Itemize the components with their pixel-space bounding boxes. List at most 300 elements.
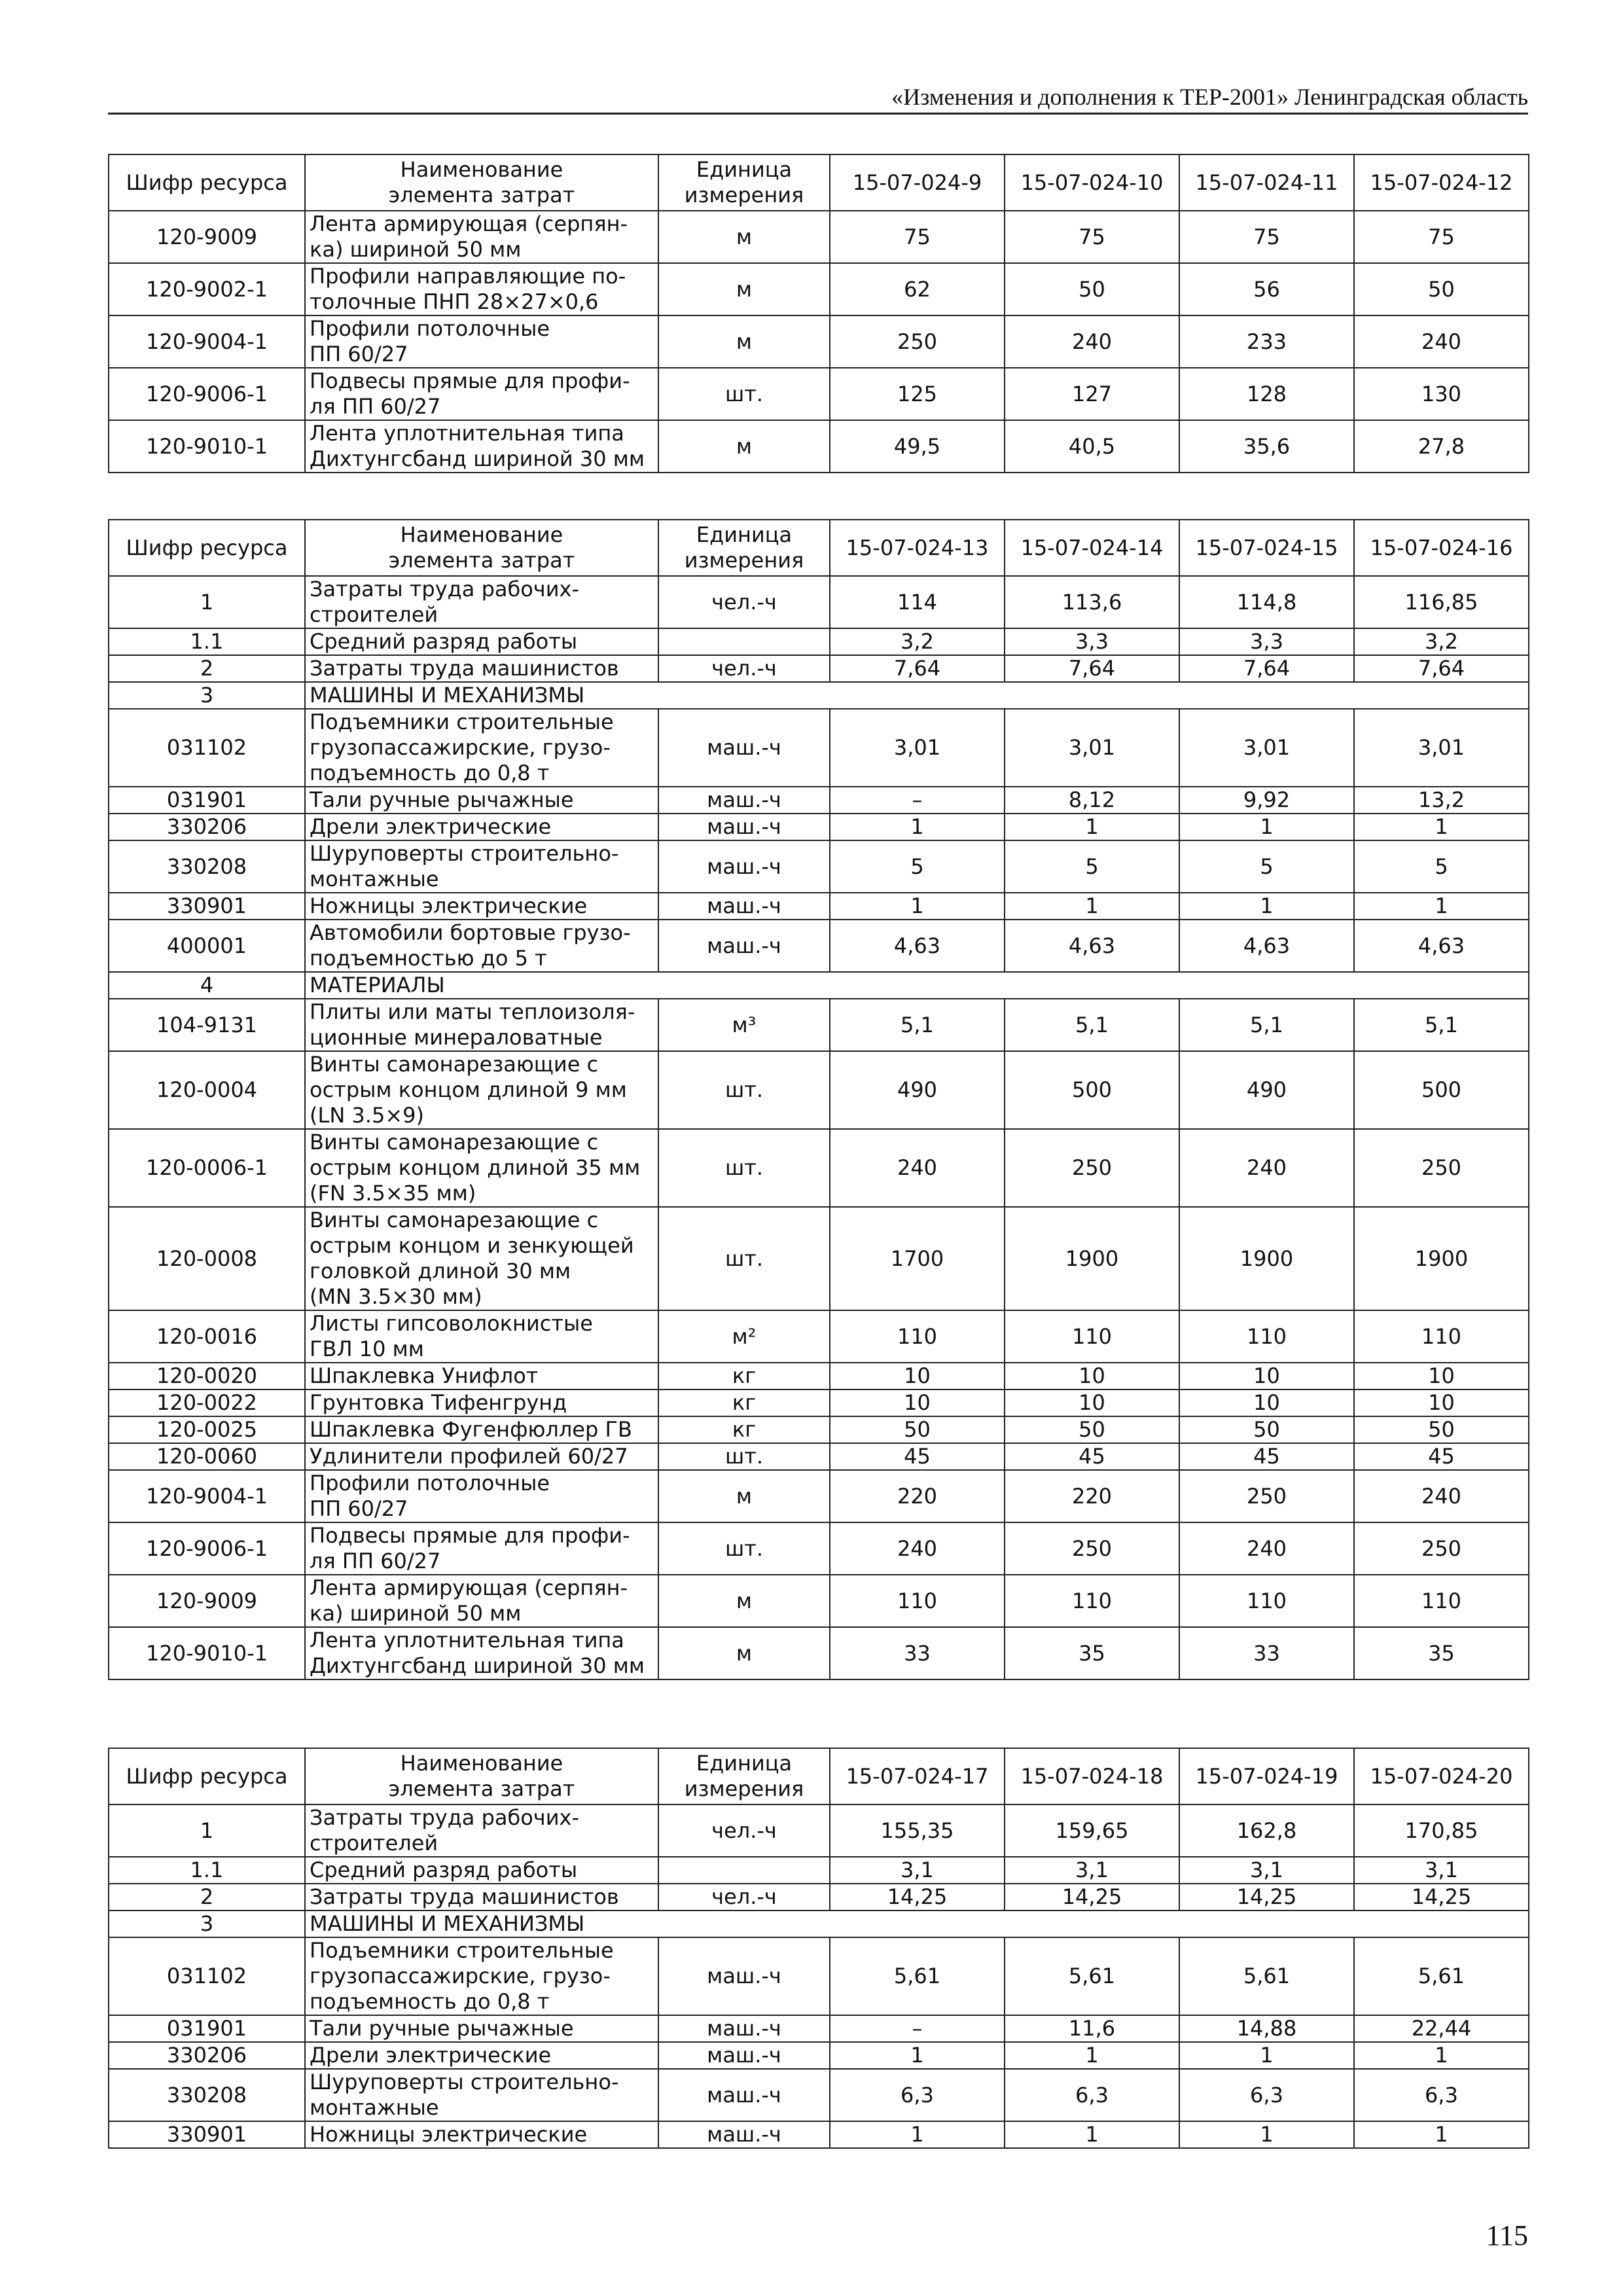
row-value: 10 xyxy=(830,1363,1005,1390)
header-rule xyxy=(108,113,1528,115)
row-value: 33 xyxy=(1179,1627,1354,1679)
row-name xyxy=(305,1443,658,1470)
col-header-norm: 15-07-024-12 xyxy=(1354,154,1529,211)
row-unit: маш.-ч xyxy=(658,2042,830,2069)
row-value: 6,3 xyxy=(1005,2069,1179,2121)
row-value: 162,8 xyxy=(1179,1804,1354,1857)
row-value: 3,2 xyxy=(1354,628,1529,655)
row-name-line: Тали ручные рычажные xyxy=(310,2016,574,2041)
row-value: 5,1 xyxy=(1354,999,1529,1051)
row-value: 13,2 xyxy=(1354,787,1529,814)
row-value: 240 xyxy=(1354,1470,1529,1522)
row-value: 220 xyxy=(830,1470,1005,1522)
table-row xyxy=(109,1627,1529,1679)
row-code: 120-9009 xyxy=(109,1575,305,1627)
row-value: 5,61 xyxy=(1354,1937,1529,2015)
table-row xyxy=(109,1207,1529,1310)
table-row xyxy=(109,655,1529,682)
row-name-line: (LN 3.5×9) xyxy=(310,1103,424,1128)
col-header-norm: 15-07-024-9 xyxy=(830,154,1005,211)
row-value: 35 xyxy=(1005,1627,1179,1679)
row-code: 031901 xyxy=(109,787,305,814)
row-name-line: острым концом длиной 9 мм xyxy=(310,1077,627,1102)
row-name-line: ля ПП 60/27 xyxy=(310,1549,441,1573)
row-code: 330901 xyxy=(109,2121,305,2148)
row-code: 120-0008 xyxy=(109,1207,305,1310)
row-code: 4 xyxy=(109,972,305,999)
row-value: 3,1 xyxy=(1354,1857,1529,1884)
table-row xyxy=(109,576,1529,628)
table-row xyxy=(109,2042,1529,2069)
row-value: 110 xyxy=(830,1575,1005,1627)
row-unit: шт. xyxy=(658,1522,830,1575)
row-unit xyxy=(658,1857,830,1884)
row-value: 22,44 xyxy=(1354,2015,1529,2042)
row-value: 9,92 xyxy=(1179,787,1354,814)
col-header-name xyxy=(305,1748,658,1804)
row-name-line: Профили потолочные xyxy=(310,316,550,341)
table-row xyxy=(109,999,1529,1051)
header-row xyxy=(109,154,1529,211)
row-value: 7,64 xyxy=(1354,655,1529,682)
row-code: 2 xyxy=(109,655,305,682)
col-header-norm: 15-07-024-10 xyxy=(1005,154,1179,211)
row-value: 75 xyxy=(830,211,1005,263)
row-name xyxy=(305,1937,658,2015)
resource-table-3 xyxy=(108,1748,1529,2149)
row-value: 114,8 xyxy=(1179,576,1354,628)
row-value: 10 xyxy=(1005,1390,1179,1416)
row-code: 120-0006-1 xyxy=(109,1129,305,1207)
col-header-name-line: элемента затрат xyxy=(388,183,575,207)
row-value: 6,3 xyxy=(1179,2069,1354,2121)
row-name-line: Подвесы прямые для профи- xyxy=(310,1523,630,1548)
row-unit: чел.-ч xyxy=(658,1804,830,1857)
row-name xyxy=(305,1884,658,1910)
row-name xyxy=(305,1804,658,1857)
row-value: 33 xyxy=(830,1627,1005,1679)
row-name xyxy=(305,2121,658,2148)
row-value: 5 xyxy=(830,840,1005,893)
row-value: 240 xyxy=(1179,1129,1354,1207)
resource-table-2 xyxy=(108,519,1529,1680)
row-unit: м xyxy=(658,211,830,263)
row-value: 50 xyxy=(1005,1416,1179,1443)
row-value: 14,25 xyxy=(1005,1884,1179,1910)
row-value: 240 xyxy=(830,1522,1005,1575)
col-header-name-line: Наименование xyxy=(400,157,563,182)
row-unit: маш.-ч xyxy=(658,893,830,920)
row-name-line: Лента уплотнительная типа xyxy=(310,421,624,446)
row-value: 1 xyxy=(830,2042,1005,2069)
row-value: 159,65 xyxy=(1005,1804,1179,1857)
row-code: 330206 xyxy=(109,814,305,840)
row-name xyxy=(305,655,658,682)
section-row xyxy=(109,972,1529,999)
col-header-unit-line: измерения xyxy=(684,1776,804,1801)
row-name-line: Затраты труда машинистов xyxy=(310,1884,619,1909)
row-value: 50 xyxy=(1005,263,1179,315)
col-header-unit-line: измерения xyxy=(684,548,804,573)
row-name-line: монтажные xyxy=(310,2095,439,2120)
row-code: 031102 xyxy=(109,1937,305,2015)
row-value: 3,3 xyxy=(1005,628,1179,655)
table-row xyxy=(109,1884,1529,1910)
row-value: 3,01 xyxy=(1179,709,1354,787)
table-row xyxy=(109,709,1529,787)
row-value: – xyxy=(830,787,1005,814)
row-code: 031102 xyxy=(109,709,305,787)
row-name xyxy=(305,1310,658,1363)
row-unit xyxy=(658,628,830,655)
row-value: 5 xyxy=(1179,840,1354,893)
row-value: 4,63 xyxy=(1179,920,1354,972)
row-unit: маш.-ч xyxy=(658,2069,830,2121)
row-unit: маш.-ч xyxy=(658,840,830,893)
col-header-norm: 15-07-024-14 xyxy=(1005,520,1179,576)
col-header-norm: 15-07-024-19 xyxy=(1179,1748,1354,1804)
table-row xyxy=(109,814,1529,840)
row-value: 250 xyxy=(1354,1129,1529,1207)
row-code: 120-9010-1 xyxy=(109,1627,305,1679)
table-row xyxy=(109,1051,1529,1129)
row-name-line: Дрели электрические xyxy=(310,2043,552,2068)
col-header-norm: 15-07-024-11 xyxy=(1179,154,1354,211)
row-name xyxy=(305,920,658,972)
row-value: 500 xyxy=(1354,1051,1529,1129)
table-row xyxy=(109,1443,1529,1470)
row-name xyxy=(305,1470,658,1522)
row-value: 56 xyxy=(1179,263,1354,315)
table-row xyxy=(109,211,1529,263)
table-row xyxy=(109,1470,1529,1522)
row-value: 130 xyxy=(1354,368,1529,420)
row-name xyxy=(305,1857,658,1884)
row-code: 3 xyxy=(109,682,305,709)
row-name xyxy=(305,628,658,655)
row-value: 6,3 xyxy=(830,2069,1005,2121)
row-name-line: ка) шириной 50 мм xyxy=(310,1601,522,1626)
row-unit: шт. xyxy=(658,1051,830,1129)
table-row xyxy=(109,1310,1529,1363)
row-value: – xyxy=(830,2015,1005,2042)
col-header-norm: 15-07-024-17 xyxy=(830,1748,1005,1804)
col-header-name-line: Наименование xyxy=(400,1751,563,1776)
row-name-line: ционные минераловатные xyxy=(310,1025,603,1050)
row-value: 490 xyxy=(830,1051,1005,1129)
row-value: 3,1 xyxy=(1179,1857,1354,1884)
row-name xyxy=(305,840,658,893)
row-name-line: Ножницы электрические xyxy=(310,893,588,918)
row-code: 120-0060 xyxy=(109,1443,305,1470)
row-value: 10 xyxy=(1005,1363,1179,1390)
row-value: 110 xyxy=(1354,1310,1529,1363)
row-value: 3,01 xyxy=(1005,709,1179,787)
row-value: 220 xyxy=(1005,1470,1179,1522)
row-value: 45 xyxy=(1179,1443,1354,1470)
header-row xyxy=(109,520,1529,576)
row-value: 7,64 xyxy=(1005,655,1179,682)
row-value: 127 xyxy=(1005,368,1179,420)
col-header-name-line: элемента затрат xyxy=(388,1776,575,1801)
row-unit: чел.-ч xyxy=(658,1884,830,1910)
row-value: 250 xyxy=(1005,1129,1179,1207)
col-header-name-line: элемента затрат xyxy=(388,548,575,573)
row-value: 10 xyxy=(830,1390,1005,1416)
col-header-unit-line: измерения xyxy=(684,183,804,207)
row-value: 75 xyxy=(1005,211,1179,263)
row-name xyxy=(305,1416,658,1443)
row-value: 27,8 xyxy=(1354,420,1529,473)
row-name-line: Шпаклевка Унифлот xyxy=(310,1363,539,1388)
row-value: 75 xyxy=(1179,211,1354,263)
row-value: 1900 xyxy=(1354,1207,1529,1310)
row-code: 1 xyxy=(109,576,305,628)
row-unit: маш.-ч xyxy=(658,709,830,787)
row-value: 1 xyxy=(1354,2042,1529,2069)
row-unit: шт. xyxy=(658,1207,830,1310)
row-value: 50 xyxy=(1354,1416,1529,1443)
row-unit: чел.-ч xyxy=(658,655,830,682)
row-unit: шт. xyxy=(658,368,830,420)
row-code: 1.1 xyxy=(109,1857,305,1884)
row-name-line: острым концом длиной 35 мм xyxy=(310,1155,641,1180)
row-name xyxy=(305,1129,658,1207)
row-name xyxy=(305,2042,658,2069)
row-name-line: Дрели электрические xyxy=(310,814,552,839)
row-value: 40,5 xyxy=(1005,420,1179,473)
row-name-line: головкой длиной 30 мм xyxy=(310,1259,571,1283)
row-value: 110 xyxy=(1179,1575,1354,1627)
row-value: 7,64 xyxy=(830,655,1005,682)
table-row xyxy=(109,368,1529,420)
row-name-line: Грунтовка Тифенгрунд xyxy=(310,1390,567,1415)
row-unit: маш.-ч xyxy=(658,920,830,972)
row-code: 120-9009 xyxy=(109,211,305,263)
row-name-line: Тали ручные рычажные xyxy=(310,787,574,812)
col-header-norm: 15-07-024-20 xyxy=(1354,1748,1529,1804)
col-header-norm: 15-07-024-15 xyxy=(1179,520,1354,576)
table-row xyxy=(109,787,1529,814)
row-name-line: Винты самонарезающие с xyxy=(310,1130,599,1155)
row-code: 120-9004-1 xyxy=(109,1470,305,1522)
row-code: 120-9010-1 xyxy=(109,420,305,473)
row-code: 120-9006-1 xyxy=(109,1522,305,1575)
row-name-line: подъемность до 0,8 т xyxy=(310,761,550,785)
table-row xyxy=(109,2069,1529,2121)
row-value: 14,88 xyxy=(1179,2015,1354,2042)
row-value: 1 xyxy=(1179,814,1354,840)
col-header-name xyxy=(305,520,658,576)
row-name xyxy=(305,814,658,840)
section-row xyxy=(109,682,1529,709)
row-unit: м xyxy=(658,263,830,315)
row-code: 120-0004 xyxy=(109,1051,305,1129)
table-row xyxy=(109,263,1529,315)
row-name-line: Подвесы прямые для профи- xyxy=(310,368,630,393)
row-value: 5 xyxy=(1005,840,1179,893)
row-name-line: ка) шириной 50 мм xyxy=(310,237,522,262)
row-code: 2 xyxy=(109,1884,305,1910)
row-value: 5,61 xyxy=(1179,1937,1354,2015)
row-value: 250 xyxy=(830,315,1005,368)
row-unit: маш.-ч xyxy=(658,1937,830,2015)
row-unit: чел.-ч xyxy=(658,576,830,628)
row-value: 240 xyxy=(830,1129,1005,1207)
row-unit: м³ xyxy=(658,999,830,1051)
row-value: 170,85 xyxy=(1354,1804,1529,1857)
row-value: 5,61 xyxy=(830,1937,1005,2015)
row-name-line: Лента армирующая (серпян- xyxy=(310,1575,628,1600)
row-name xyxy=(305,368,658,420)
row-name-line: (FN 3.5×35 мм) xyxy=(310,1181,476,1206)
row-value: 5,1 xyxy=(1005,999,1179,1051)
row-value: 125 xyxy=(830,368,1005,420)
row-name xyxy=(305,1051,658,1129)
row-name-line: Средний разряд работы xyxy=(310,629,578,654)
row-value: 35 xyxy=(1354,1627,1529,1679)
row-name-line: Удлинители профилей 60/27 xyxy=(310,1444,628,1469)
row-value: 4,63 xyxy=(1005,920,1179,972)
row-value: 3,01 xyxy=(830,709,1005,787)
row-value: 110 xyxy=(830,1310,1005,1363)
table-row xyxy=(109,2015,1529,2042)
row-unit: кг xyxy=(658,1363,830,1390)
row-unit: м xyxy=(658,315,830,368)
row-unit: кг xyxy=(658,1416,830,1443)
row-value: 35,6 xyxy=(1179,420,1354,473)
row-code: 3 xyxy=(109,1910,305,1937)
col-header-code: Шифр ресурса xyxy=(109,1748,305,1804)
row-name-line: монтажные xyxy=(310,867,439,891)
col-header-code: Шифр ресурса xyxy=(109,154,305,211)
table-row xyxy=(109,1416,1529,1443)
row-unit: кг xyxy=(658,1390,830,1416)
row-value: 62 xyxy=(830,263,1005,315)
row-code: 330208 xyxy=(109,840,305,893)
row-name-line: Подъемники строительные xyxy=(310,1938,614,1963)
row-unit: маш.-ч xyxy=(658,2015,830,2042)
row-name xyxy=(305,1390,658,1416)
row-name-line: ПП 60/27 xyxy=(310,1496,408,1521)
row-code: 120-9004-1 xyxy=(109,315,305,368)
row-code: 120-0025 xyxy=(109,1416,305,1443)
row-value: 1 xyxy=(830,893,1005,920)
row-name xyxy=(305,709,658,787)
table-row xyxy=(109,420,1529,473)
row-unit: маш.-ч xyxy=(658,814,830,840)
row-value: 3,2 xyxy=(830,628,1005,655)
row-name-line: толочные ПНП 28×27×0,6 xyxy=(310,289,599,314)
table-row xyxy=(109,920,1529,972)
row-value: 1 xyxy=(1354,893,1529,920)
resource-table-1 xyxy=(108,154,1529,473)
row-name xyxy=(305,2069,658,2121)
col-header-code: Шифр ресурса xyxy=(109,520,305,576)
row-unit: маш.-ч xyxy=(658,2121,830,2148)
col-header-name xyxy=(305,154,658,211)
col-header-norm: 15-07-024-18 xyxy=(1005,1748,1179,1804)
row-value: 14,25 xyxy=(1354,1884,1529,1910)
row-name-line: Подъемники строительные xyxy=(310,709,614,734)
row-name-line: Дихтунгсбанд шириной 30 мм xyxy=(310,1653,645,1678)
col-header-unit-line: Единица xyxy=(696,522,793,547)
row-name-line: ля ПП 60/27 xyxy=(310,394,441,419)
row-name-line: Плиты или маты теплоизоля- xyxy=(310,999,635,1024)
row-name xyxy=(305,263,658,315)
row-code: 400001 xyxy=(109,920,305,972)
row-value: 50 xyxy=(1354,263,1529,315)
table-row xyxy=(109,1129,1529,1207)
row-value: 3,3 xyxy=(1179,628,1354,655)
row-value: 113,6 xyxy=(1005,576,1179,628)
row-value: 1 xyxy=(1354,814,1529,840)
row-value: 50 xyxy=(830,1416,1005,1443)
row-code: 120-0016 xyxy=(109,1310,305,1363)
row-name xyxy=(305,787,658,814)
row-name-line: Шуруповерты строительно- xyxy=(310,2070,619,2094)
row-code: 330901 xyxy=(109,893,305,920)
row-code: 1 xyxy=(109,1804,305,1857)
row-unit: м xyxy=(658,1627,830,1679)
row-value: 49,5 xyxy=(830,420,1005,473)
row-value: 75 xyxy=(1354,211,1529,263)
row-code: 104-9131 xyxy=(109,999,305,1051)
table-row xyxy=(109,2121,1529,2148)
row-value: 3,1 xyxy=(830,1857,1005,1884)
row-value: 1 xyxy=(1005,2121,1179,2148)
row-value: 1 xyxy=(1005,2042,1179,2069)
row-value: 1 xyxy=(1354,2121,1529,2148)
row-unit: м xyxy=(658,1470,830,1522)
row-code: 330208 xyxy=(109,2069,305,2121)
row-name xyxy=(305,1363,658,1390)
row-value: 233 xyxy=(1179,315,1354,368)
row-name-line: Ножницы электрические xyxy=(310,2122,588,2147)
row-name xyxy=(305,1627,658,1679)
row-code: 1.1 xyxy=(109,628,305,655)
row-name-line: Затраты труда рабочих- xyxy=(310,577,579,601)
row-value: 128 xyxy=(1179,368,1354,420)
row-name-line: подъемностью до 5 т xyxy=(310,946,547,971)
row-name xyxy=(305,2015,658,2042)
row-value: 1 xyxy=(1179,2042,1354,2069)
row-name-line: ГВЛ 10 мм xyxy=(310,1336,424,1361)
row-name xyxy=(305,893,658,920)
row-value: 10 xyxy=(1179,1363,1354,1390)
row-name-line: Затраты труда рабочих- xyxy=(310,1805,579,1830)
col-header-norm: 15-07-024-13 xyxy=(830,520,1005,576)
row-value: 45 xyxy=(830,1443,1005,1470)
row-value: 50 xyxy=(1179,1416,1354,1443)
row-value: 45 xyxy=(1354,1443,1529,1470)
row-name-line: Дихтунгсбанд шириной 30 мм xyxy=(310,446,645,471)
row-name-line: грузопассажирские, грузо- xyxy=(310,1964,611,1988)
row-unit: м² xyxy=(658,1310,830,1363)
row-name-line: Средний разряд работы xyxy=(310,1857,578,1882)
table-row xyxy=(109,1857,1529,1884)
table-row xyxy=(109,1937,1529,2015)
row-value: 110 xyxy=(1005,1575,1179,1627)
row-value: 1 xyxy=(830,814,1005,840)
row-code: 120-9006-1 xyxy=(109,368,305,420)
page-number: 115 xyxy=(1486,2219,1528,2251)
row-name-line: Винты самонарезающие с xyxy=(310,1052,599,1077)
row-value: 1700 xyxy=(830,1207,1005,1310)
row-value: 11,6 xyxy=(1005,2015,1179,2042)
row-value: 3,1 xyxy=(1005,1857,1179,1884)
row-value: 1900 xyxy=(1179,1207,1354,1310)
